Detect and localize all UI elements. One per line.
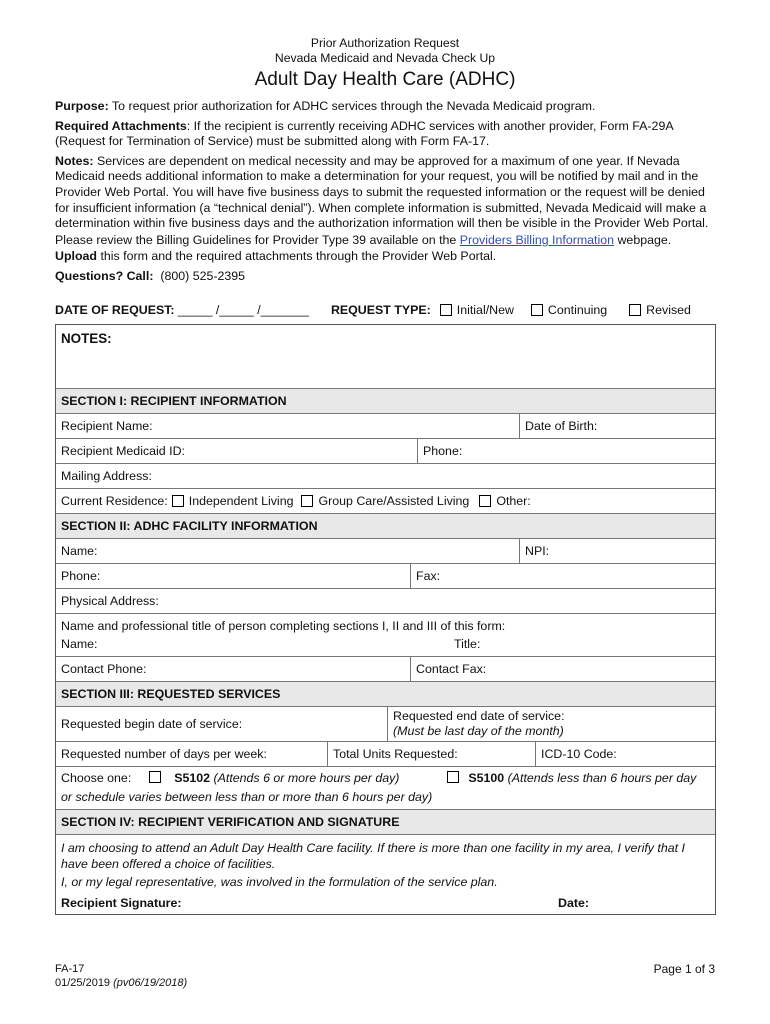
choose-label: Choose one: — [61, 770, 132, 785]
page-title: Adult Day Health Care (ADHC) — [254, 69, 516, 90]
continuing-label: Continuing — [547, 302, 608, 317]
notes-box[interactable]: NOTES: — [61, 330, 112, 346]
icd10-field[interactable]: ICD-10 Code: — [535, 742, 715, 766]
billing-text-pre: Please review the Billing Guidelines for Provider Type 39 available on the — [55, 232, 460, 247]
section-3-header: SECTION III: REQUESTED SERVICES — [56, 681, 715, 706]
purpose-label: Purpose: — [55, 99, 109, 113]
continuing-checkbox[interactable] — [531, 304, 543, 316]
residence-field — [56, 489, 715, 513]
form-table — [55, 324, 716, 915]
contact-row — [56, 656, 715, 681]
header-line-2: Nevada Medicaid and Nevada Check Up — [274, 51, 496, 65]
billing-paragraph — [55, 233, 715, 249]
completer-name-field[interactable]: Name: — [61, 636, 98, 651]
completer-title-field[interactable]: Title: — [454, 636, 481, 651]
facility-name-field[interactable]: Name: — [61, 543, 98, 558]
footer-prev-date: (pv06/19/2018) — [113, 977, 188, 989]
providers-billing-link[interactable]: Providers Billing Information — [459, 232, 615, 247]
section-2-header: SECTION II: ADHC FACILITY INFORMATION — [56, 513, 715, 538]
units-row — [56, 741, 715, 766]
recipient-phone-field[interactable]: Phone: — [417, 439, 715, 463]
attachments-paragraph — [55, 119, 715, 150]
residence-row — [56, 488, 715, 513]
contact-fax-field[interactable]: Contact Fax: — [410, 657, 715, 681]
completer-field — [56, 614, 715, 656]
verification-statement-2: I, or my legal representative, was involved in the formulation of the service plan. — [61, 874, 498, 889]
end-date-label: Requested end date of service: — [393, 708, 565, 723]
s5100-checkbox[interactable] — [447, 771, 459, 783]
purpose-text: To request prior authorization for ADHC services through the Nevada Medicaid program. — [111, 99, 596, 113]
physical-address-field[interactable]: Physical Address: — [61, 593, 159, 608]
request-line — [55, 301, 715, 319]
npi-field[interactable]: NPI: — [519, 539, 715, 563]
upload-label: Upload — [55, 249, 97, 264]
facility-phone-field[interactable]: Phone: — [61, 568, 101, 583]
independent-living-checkbox[interactable] — [172, 495, 184, 507]
s5102-desc: (Attends 6 or more hours per day) — [213, 770, 400, 785]
facility-name-row — [56, 538, 715, 563]
upload-text: this form and the required attachments through the Provider Web Portal. — [97, 249, 497, 264]
service-dates-row — [56, 706, 715, 741]
recipient-name-field[interactable]: Recipient Name: — [61, 418, 153, 433]
group-care-checkbox[interactable] — [301, 495, 313, 507]
begin-date-field[interactable]: Requested begin date of service: — [61, 716, 243, 731]
choose-service-field — [56, 767, 715, 809]
recipient-signature-field[interactable]: Recipient Signature: — [61, 895, 182, 910]
billing-text-post: webpage. — [614, 232, 672, 247]
revised-checkbox[interactable] — [629, 304, 641, 316]
s5102-code: S5102 — [174, 770, 211, 785]
s5100-desc: (Attends less than 6 hours per day or schedule varies between less than or more than 6 hours per day) — [61, 770, 697, 804]
page-footer — [55, 962, 715, 990]
page-number: Page 1 of 3 — [653, 962, 715, 976]
revision-date — [55, 976, 715, 990]
group-care-label: Group Care/Assisted Living — [318, 493, 470, 508]
notes-label: Notes: — [55, 153, 94, 168]
end-date-note: (Must be last day of the month) — [393, 723, 564, 738]
request-type-label: REQUEST TYPE: — [330, 302, 431, 317]
independent-living-label: Independent Living — [188, 493, 294, 508]
medicaid-id-row — [56, 438, 715, 463]
upload-paragraph — [55, 249, 715, 265]
questions-label: Questions? Call: — [55, 268, 154, 283]
mailing-address-field[interactable]: Mailing Address: — [61, 468, 152, 483]
s5102-checkbox[interactable] — [149, 771, 161, 783]
questions-paragraph — [55, 269, 715, 285]
purpose-paragraph — [55, 99, 715, 115]
choose-row — [56, 766, 715, 809]
other-residence-checkbox[interactable] — [479, 495, 491, 507]
notes-text: Services are dependent on medical necessity and may be approved for a maximum of one year. If Nevada Medicaid needs additional information to make a determination for your request, you will be notified by mail and in the Provider Web Portal. You will have five business days to submit the requested information or the request will be denied for insufficient information (a “technical denial”). When complete information is submitted, Nevada Medicaid will make a determination within five business days and the authorization information will then be visible in the Provider Web Portal. — [55, 153, 709, 231]
section-1-header: SECTION I: RECIPIENT INFORMATION — [56, 388, 715, 413]
questions-phone: (800) 525-2395 — [160, 268, 246, 283]
verification-statement-1: I am choosing to attend an Adult Day Health Care facility. If there is more than one facility in my area, I verify that I have been offered a choice of facilities. — [61, 840, 685, 871]
s5100-code: S5100 — [468, 770, 505, 785]
date-of-request-field[interactable]: _____ /_____ /_______ — [178, 302, 309, 317]
form-id: FA-17 — [55, 963, 85, 975]
attachments-label: Required Attachments — [55, 118, 187, 133]
section-4-header: SECTION IV: RECIPIENT VERIFICATION AND SIGNATURE — [56, 809, 715, 834]
form-header — [55, 36, 715, 66]
date-of-request-label: DATE OF REQUEST: — [55, 302, 175, 317]
days-per-week-field[interactable]: Requested number of days per week: — [61, 746, 267, 761]
revised-label: Revised — [646, 302, 691, 317]
footer-date: 01/25/2019 — [55, 977, 111, 989]
header-line-1: Prior Authorization Request — [310, 36, 460, 50]
initial-checkbox[interactable] — [440, 304, 452, 316]
verification-field — [56, 835, 715, 914]
notes-row — [56, 325, 715, 388]
mailing-row — [56, 463, 715, 488]
contact-phone-field[interactable]: Contact Phone: — [61, 661, 147, 676]
request-type-revised[interactable] — [629, 303, 691, 317]
facility-phone-row — [56, 563, 715, 588]
completer-instructions: Name and professional title of person completing sections I, II and III of this form: — [61, 618, 506, 633]
signature-date-field[interactable]: Date: — [558, 895, 589, 910]
end-date-field[interactable] — [387, 707, 715, 741]
signature-line — [61, 894, 710, 912]
dob-field[interactable]: Date of Birth: — [519, 414, 715, 438]
completer-name-title — [61, 635, 710, 653]
facility-fax-field[interactable]: Fax: — [410, 564, 715, 588]
physical-address-row — [56, 588, 715, 613]
completer-row — [56, 613, 715, 656]
verification-row — [56, 834, 715, 914]
residence-label: Current Residence: — [61, 493, 168, 508]
notes-paragraph — [55, 154, 715, 232]
initial-label: Initial/New — [456, 302, 514, 317]
request-type-initial[interactable] — [440, 303, 514, 317]
medicaid-id-field[interactable]: Recipient Medicaid ID: — [61, 443, 185, 458]
attachments-text: : If the recipient is currently receiving ADHC services with another provider, Form FA-29A (Request for Termination of Service) must be submitted along with Form FA-17. — [55, 118, 673, 149]
recipient-name-row — [56, 413, 715, 438]
total-units-field[interactable]: Total Units Requested: — [327, 742, 535, 766]
request-type-continuing[interactable] — [531, 303, 607, 317]
other-residence-label: Other: — [496, 493, 531, 508]
